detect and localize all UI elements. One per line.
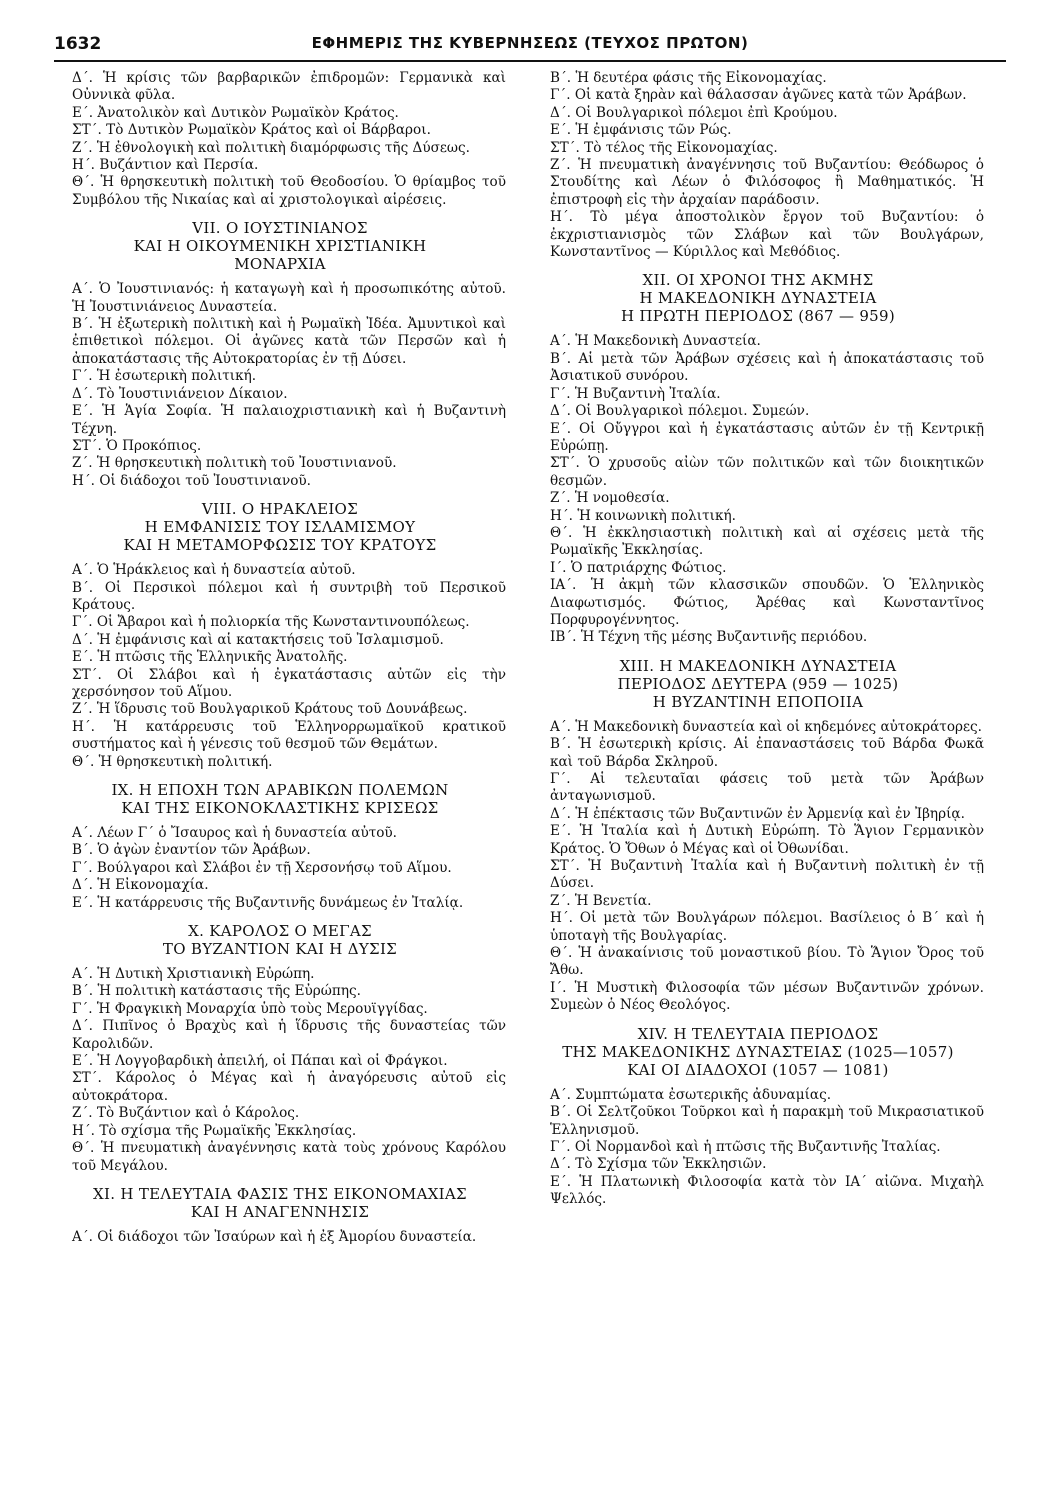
item-number: Δ΄. bbox=[72, 1018, 93, 1035]
item-number: Δ΄. bbox=[550, 805, 571, 822]
item-number: Η΄. bbox=[550, 209, 573, 226]
item-text: Οἱ Νορμανδοὶ καὶ ἡ πτῶσις τῆς Βυζαντινῆς Ἰταλίας. bbox=[574, 1138, 941, 1155]
item-number: Β΄. bbox=[550, 1104, 572, 1121]
section-12-item bbox=[532, 490, 984, 507]
item-text: Τὸ μέγα ἀποστολικὸν ἔργον τοῦ Βυζαντίου: ὁ ἐκχριστιανισμὸς τῶν Σλάβων καὶ τῶν Βουλγάρων, Κωνσταντῖνος — Κύριλλος καὶ Μεθόδιος. bbox=[550, 209, 985, 261]
section-13-heading bbox=[532, 657, 984, 711]
item-text: Ὁ Προκόπιος. bbox=[106, 437, 202, 454]
item-number: Ε΄. bbox=[72, 649, 94, 666]
section-9-item bbox=[54, 877, 506, 894]
item-number: Α΄. bbox=[72, 1228, 93, 1245]
item-text: Ἡ ἀκμὴ τῶν κλασσικῶν σπουδῶν. Ὁ Ἑλληνικὸς Διαφωτισμός. Φώτιος, Ἀρέθας καὶ Κωνσταντῖνος Πορφυρογέννητος. bbox=[550, 577, 985, 628]
item-number: Ζ΄. bbox=[72, 1105, 93, 1122]
item-number: ΙΑ΄. bbox=[550, 577, 577, 594]
item-text: Ἡ Φραγκικὴ Μοναρχία ὑπὸ τοὺς Μερουϊγγίδας. bbox=[96, 1000, 428, 1017]
item-text: Ἡ νομοθεσία. bbox=[574, 490, 670, 507]
item-text: Οἱ κατὰ ξηρὰν καὶ θάλασσαν ἀγῶνες κατὰ τῶν Ἀράβων. bbox=[574, 87, 967, 104]
section-9-item bbox=[54, 825, 506, 842]
item-number: ΣΤ΄. bbox=[72, 122, 102, 139]
item-number: Ε΄. bbox=[72, 894, 94, 911]
section-12-item bbox=[532, 577, 984, 629]
item-text: Τὸ τέλος τῆς Εἰκονομαχίας. bbox=[584, 139, 778, 156]
item-number: Η΄. bbox=[550, 910, 573, 927]
item-number: Γ΄. bbox=[550, 87, 571, 104]
section-13-item bbox=[532, 806, 984, 823]
section-11-item bbox=[532, 70, 984, 87]
intro-item bbox=[54, 157, 506, 174]
section-10-heading bbox=[54, 922, 506, 958]
item-number: Ε΄. bbox=[72, 403, 94, 420]
item-number: Α΄. bbox=[550, 333, 571, 350]
item-text: Ἡ Βενετία. bbox=[574, 892, 652, 909]
item-number: Ε΄. bbox=[550, 1173, 572, 1190]
item-number: ΣΤ΄. bbox=[550, 139, 580, 156]
section-13-item bbox=[532, 736, 984, 771]
item-number: Δ΄. bbox=[550, 1156, 571, 1173]
section-title-line: XIII. Η ΜΑΚΕΔΟΝΙΚΗ ΔΥΝΑΣΤΕΙΑ bbox=[619, 656, 897, 675]
item-text: Ὁ Ἰουστινιανός: ἡ καταγωγὴ καὶ ἡ προσωπικότης αὐτοῦ. Ἡ Ἰουστινιάνειος Δυναστεία. bbox=[72, 281, 506, 315]
item-number: Ζ΄. bbox=[550, 157, 571, 174]
item-number: Δ΄. bbox=[72, 877, 93, 894]
item-number: Γ΄. bbox=[550, 1138, 571, 1155]
item-text: Οἱ διάδοχοι τῶν Ἰσαύρων καὶ ἡ ἐξ Ἀμορίου δυναστεία. bbox=[97, 1228, 477, 1245]
section-13-item bbox=[532, 945, 984, 980]
item-number: ΣΤ΄. bbox=[72, 437, 102, 454]
item-text: Ἡ πνευματικὴ ἀναγέννησις τοῦ Βυζαντίου: Θεόδωρος ὁ Στουδίτης καὶ Λέων ὁ Φιλόσοφος ἢ Μαθηματικός. Ἡ ἐπιστροφὴ εἰς τὴν ἀρχαίαν παράδοσιν. bbox=[550, 157, 984, 208]
item-text: Λέων Γ΄ ὁ Ἴσαυρος καὶ ἡ δυναστεία αὐτοῦ. bbox=[97, 825, 398, 841]
item-text: Ἡ κρίσις τῶν βαρβαρικῶν ἐπιδρομῶν: Γερμανικὰ καὶ Οὐννικὰ φῦλα. bbox=[72, 70, 506, 104]
section-8-heading bbox=[54, 500, 506, 554]
item-text: Ἡ Λογγοβαρδικὴ ἀπειλή, οἱ Πάπαι καὶ οἱ Φράγκοι. bbox=[97, 1053, 448, 1070]
item-number: Α΄. bbox=[72, 825, 93, 841]
item-number: Θ΄. bbox=[550, 945, 573, 962]
item-text: Ἡ Εἰκονομαχία. bbox=[97, 877, 209, 894]
section-title-line: ΠΕΡΙΟΔΟΣ ΔΕΥΤΕΡΑ (959 — 1025) bbox=[617, 674, 899, 693]
section-13-item bbox=[532, 719, 984, 736]
item-number: Ζ΄. bbox=[550, 490, 571, 507]
gazette-page bbox=[54, 30, 1006, 1480]
section-7-item bbox=[54, 368, 506, 385]
item-text: Οἱ Ἄβαροι καὶ ἡ πολιορκία τῆς Κωνσταντινουπόλεως. bbox=[96, 614, 470, 631]
section-10-item bbox=[54, 1123, 506, 1140]
item-number: Δ΄. bbox=[72, 385, 93, 402]
item-text: Τὸ Βυζάντιον καὶ ὁ Κάρολος. bbox=[96, 1105, 300, 1122]
section-13-item bbox=[532, 823, 984, 858]
section-9-item bbox=[54, 895, 506, 912]
section-8-item bbox=[54, 719, 506, 754]
item-number: Θ΄. bbox=[72, 753, 95, 770]
item-number: Ε΄. bbox=[550, 823, 572, 840]
item-number: Ε΄. bbox=[550, 122, 572, 139]
intro-item bbox=[54, 140, 506, 157]
intro-item bbox=[54, 105, 506, 122]
gazette-title: ΕΦΗΜΕΡΙΣ ΤΗΣ ΚΥΒΕΡΝΗΣΕΩΣ (ΤΕΥΧΟΣ ΠΡΩΤΟΝ) bbox=[311, 34, 749, 52]
section-8-item bbox=[54, 632, 506, 649]
item-number: Γ΄. bbox=[550, 385, 571, 402]
section-title-line: ΤΟ ΒΥΖΑΝΤΙΟΝ ΚΑΙ Η ΔΥΣΙΣ bbox=[162, 940, 398, 959]
right-column bbox=[532, 70, 984, 1209]
section-10-item bbox=[54, 1001, 506, 1018]
item-number: Ζ΄. bbox=[72, 139, 93, 156]
item-text: Ἡ κατάρρευσις τοῦ Ἑλληνορρωμαϊκοῦ κρατικοῦ συστήματος καὶ ἡ γένεσις τοῦ θεσμοῦ τῶν Θεμάτων. bbox=[72, 718, 506, 753]
item-text: Οἱ Σελτζοῦκοι Τοῦρκοι καὶ ἡ παρακμὴ τοῦ Μικρασιατικοῦ Ἑλληνισμοῦ. bbox=[550, 1104, 985, 1138]
columns bbox=[54, 70, 1006, 1480]
item-number: Δ΄. bbox=[550, 104, 571, 121]
item-text: Ἡ Ἁγία Σοφία. Ἡ παλαιοχριστιανικὴ καὶ ἡ Βυζαντινὴ Τέχνη. bbox=[72, 403, 506, 437]
item-number: Β΄. bbox=[72, 579, 94, 596]
item-number: Η΄. bbox=[72, 472, 95, 489]
section-8-item bbox=[54, 701, 506, 718]
item-number: ΣΤ΄. bbox=[550, 858, 580, 875]
section-12-item bbox=[532, 403, 984, 420]
section-title-line: ΚΑΙ Η ΟΙΚΟΥΜΕΝΙΚΗ ΧΡΙΣΤΙΑΝΙΚΗ bbox=[133, 237, 427, 256]
section-11-item bbox=[54, 1229, 506, 1246]
item-text: Ἡ ἐμφάνισις τῶν Ρώς. bbox=[575, 122, 732, 139]
section-12-item bbox=[532, 386, 984, 403]
item-text: Ἡ Μακεδονικὴ δυναστεία καὶ οἱ κηδεμόνες αὐτοκράτορες. bbox=[575, 718, 982, 735]
item-number: Δ΄. bbox=[72, 70, 93, 86]
item-number: Α΄. bbox=[550, 718, 571, 735]
item-number: Γ΄. bbox=[72, 614, 93, 631]
item-text: Ἡ Μακεδονικὴ Δυναστεία. bbox=[575, 333, 761, 350]
item-number: Α΄. bbox=[72, 562, 93, 579]
section-12-item bbox=[532, 508, 984, 525]
section-11-item bbox=[532, 87, 984, 104]
section-7-item bbox=[54, 386, 506, 403]
item-number: Η΄. bbox=[72, 157, 95, 174]
section-title-line: Η ΠΡΩΤΗ ΠΕΡΙΟΔΟΣ (867 — 959) bbox=[620, 307, 896, 326]
section-12-item bbox=[532, 560, 984, 577]
item-text: Ἡ Βυζαντινὴ Ἰταλία. bbox=[574, 385, 721, 402]
item-number: Γ΄. bbox=[72, 859, 93, 876]
item-number: Θ΄. bbox=[72, 1140, 95, 1157]
item-text: Ἡ θρησκευτικὴ πολιτικὴ τοῦ Θεοδοσίου. Ὁ θρίαμβος τοῦ Συμβόλου τῆς Νικαίας καὶ αἱ χριστολογικαὶ αἱρέσεις. bbox=[72, 174, 506, 208]
section-7-item bbox=[54, 403, 506, 438]
item-number: Η΄. bbox=[72, 1122, 95, 1139]
item-text: Ἡ κοινωνικὴ πολιτική. bbox=[577, 507, 736, 524]
section-8-item bbox=[54, 614, 506, 631]
item-number: ΣΤ΄. bbox=[550, 455, 580, 472]
section-9-heading bbox=[54, 781, 506, 817]
section-7-item bbox=[54, 455, 506, 472]
section-title-line: ΚΑΙ Η ΜΕΤΑΜΟΡΦΩΣΙΣ ΤΟΥ ΚΡΑΤΟΥΣ bbox=[123, 536, 437, 555]
page-number: 1632 bbox=[54, 34, 102, 54]
section-7-item bbox=[54, 438, 506, 455]
item-text: Ἡ ἐπέκτασις τῶν Βυζαντινῶν ἐν Ἀρμενίᾳ καὶ ἐν Ἰβηρίᾳ. bbox=[575, 805, 965, 822]
intro-item bbox=[54, 70, 506, 105]
item-text: Βυζάντιον καὶ Περσία. bbox=[99, 157, 259, 174]
section-14-item bbox=[532, 1104, 984, 1139]
item-number: Ι΄. bbox=[550, 979, 567, 996]
item-number: Η΄. bbox=[550, 507, 573, 524]
item-text: Ἡ κατάρρευσις τῆς Βυζαντινῆς δυνάμεως ἐν Ἰταλίᾳ. bbox=[97, 894, 464, 911]
section-title-line: XI. Η ΤΕΛΕΥΤΑΙΑ ΦΑΣΙΣ ΤΗΣ ΕΙΚΟΝΟΜΑΧΙΑΣ bbox=[93, 1184, 467, 1203]
item-number: Γ΄. bbox=[550, 771, 571, 787]
section-title-line: ΚΑΙ Η ΑΝΑΓΕΝΝΗΣΙΣ bbox=[190, 1202, 370, 1221]
item-number: Θ΄. bbox=[72, 174, 95, 191]
section-12-heading bbox=[532, 271, 984, 325]
section-11-item bbox=[532, 209, 984, 261]
item-text: Ἡ δευτέρα φάσις τῆς Εἰκονομαχίας. bbox=[575, 70, 827, 86]
item-number: Β΄. bbox=[550, 350, 572, 367]
section-14-heading bbox=[532, 1025, 984, 1079]
item-number: ΣΤ΄. bbox=[72, 1070, 102, 1087]
item-text: Αἱ μετὰ τῶν Ἀράβων σχέσεις καὶ ἡ ἀποκατάστασις τοῦ Ἀσιατικοῦ συνόρου. bbox=[550, 350, 984, 385]
section-title-line: Η ΜΑΚΕΔΟΝΙΚΗ ΔΥΝΑΣΤΕΙΑ bbox=[639, 289, 877, 308]
section-7-heading bbox=[54, 219, 506, 273]
section-10-item bbox=[54, 1070, 506, 1105]
item-number: Β΄. bbox=[550, 70, 572, 86]
item-number: Ε΄. bbox=[72, 104, 94, 121]
section-14-item bbox=[532, 1139, 984, 1156]
section-10-item bbox=[54, 1140, 506, 1175]
section-12-item bbox=[532, 455, 984, 490]
item-text: Ὁ Ἡράκλειος καὶ ἡ δυναστεία αὐτοῦ. bbox=[97, 562, 356, 579]
item-text: Οἱ Βουλγαρικοὶ πόλεμοι. Συμεών. bbox=[575, 403, 810, 420]
section-12-item bbox=[532, 421, 984, 456]
item-number: Ζ΄. bbox=[550, 892, 571, 909]
item-number: Γ΄. bbox=[72, 1000, 93, 1017]
section-11-item bbox=[532, 105, 984, 122]
item-text: Ἡ θρησκευτικὴ πολιτική. bbox=[98, 753, 273, 770]
section-title-line: Η ΒΥΖΑΝΤΙΝΗ ΕΠΟΠΟΙΙΑ bbox=[652, 692, 864, 711]
section-10-item bbox=[54, 1053, 506, 1070]
item-number: Ζ΄. bbox=[72, 701, 93, 718]
section-7-item bbox=[54, 281, 506, 316]
item-text: Ἡ ἐθνολογικὴ καὶ πολιτικὴ διαμόρφωσις τῆς Δύσεως. bbox=[96, 139, 470, 156]
item-text: Ἡ πτῶσις τῆς Ἑλληνικῆς Ἀνατολῆς. bbox=[97, 649, 348, 666]
section-12-item bbox=[532, 333, 984, 350]
item-text: Οἱ Οὔγγροι καὶ ἡ ἐγκατάστασις αὐτῶν ἐν τῇ Κεντρικῇ Εὐρώπῃ. bbox=[550, 420, 984, 454]
item-text: Ἡ πνευματικὴ ἀναγέννησις κατὰ τοὺς χρόνους Καρόλου τοῦ Μεγάλου. bbox=[72, 1140, 506, 1174]
item-number: Ε΄. bbox=[72, 1053, 94, 1070]
section-13-item bbox=[532, 980, 984, 1015]
left-column bbox=[54, 70, 506, 1246]
section-title-line: ΤΗΣ ΜΑΚΕΔΟΝΙΚΗΣ ΔΥΝΑΣΤΕΙΑΣ (1025—1057) bbox=[562, 1042, 954, 1061]
section-10-item bbox=[54, 1018, 506, 1053]
item-text: Ἡ Τέχνη τῆς μέσης Βυζαντινῆς περιόδου. bbox=[580, 629, 868, 646]
item-text: Ἡ πολιτικὴ κατάστασις τῆς Εὐρώπης. bbox=[97, 983, 361, 1000]
item-number: ΙΒ΄. bbox=[550, 629, 577, 646]
item-number: Ζ΄. bbox=[72, 455, 93, 472]
item-text: Συμπτώματα ἐσωτερικῆς ἀδυναμίας. bbox=[575, 1086, 832, 1103]
section-9-item bbox=[54, 860, 506, 877]
item-text: Ἡ θρησκευτικὴ πολιτικὴ τοῦ Ἰουστινιανοῦ. bbox=[96, 455, 397, 472]
section-title-line: ΚΑΙ ΟΙ ΔΙΑΔΟΧΟΙ (1057 — 1081) bbox=[627, 1060, 889, 1079]
item-number: Α΄. bbox=[550, 1086, 571, 1103]
page-header bbox=[54, 30, 1006, 62]
item-number: Α΄. bbox=[72, 281, 93, 298]
section-title-line: VIII. Ο ΗΡΑΚΛΕΙΟΣ bbox=[201, 500, 359, 519]
item-text: Ἀνατολικὸν καὶ Δυτικὸν Ρωμαϊκὸν Κράτος. bbox=[97, 104, 399, 121]
section-14-item bbox=[532, 1087, 984, 1104]
item-text: Ὁ ἀγὼν ἐναντίον τῶν Ἀράβων. bbox=[97, 842, 311, 859]
item-text: Οἱ Περσικοὶ πόλεμοι καὶ ἡ συντριβὴ τοῦ Περσικοῦ Κράτους. bbox=[72, 579, 506, 613]
item-number: Ε΄. bbox=[550, 420, 572, 437]
section-10-item bbox=[54, 983, 506, 1000]
item-text: Τὸ Δυτικὸν Ρωμαϊκὸν Κράτος καὶ οἱ Βάρβαροι. bbox=[106, 122, 431, 139]
section-10-item bbox=[54, 966, 506, 983]
section-11-heading bbox=[54, 1185, 506, 1221]
section-8-item bbox=[54, 580, 506, 615]
section-title-line: Η ΕΜΦΑΝΙΣΙΣ ΤΟΥ ΙΣΛΑΜΙΣΜΟΥ bbox=[144, 518, 416, 537]
item-text: Ὁ πατριάρχης Φώτιος. bbox=[570, 559, 727, 576]
item-number: Β΄. bbox=[72, 983, 94, 1000]
item-number: Β΄. bbox=[72, 842, 94, 859]
section-title-line: IX. Η ΕΠΟΧΗ ΤΩΝ ΑΡΑΒΙΚΩΝ ΠΟΛΕΜΩΝ bbox=[111, 781, 449, 799]
section-13-item bbox=[532, 858, 984, 893]
section-11-item bbox=[532, 140, 984, 157]
intro-item bbox=[54, 174, 506, 209]
section-7-item bbox=[54, 316, 506, 368]
item-text: Ἡ ἐμφάνισις καὶ αἱ κατακτήσεις τοῦ Ἰσλαμισμοῦ. bbox=[97, 631, 444, 648]
section-12-item bbox=[532, 351, 984, 386]
item-text: Ἡ ἵδρυσις τοῦ Βουλγαρικοῦ Κράτους τοῦ Δουνάβεως. bbox=[96, 701, 468, 718]
item-text: Ἡ Δυτικὴ Χριστιανικὴ Εὐρώπη. bbox=[97, 966, 315, 983]
section-title-line: ΚΑΙ ΤΗΣ ΕΙΚΟΝΟΚΛΑΣΤΙΚΗΣ ΚΡΙΣΕΩΣ bbox=[121, 799, 439, 817]
item-number: Δ΄. bbox=[550, 403, 571, 420]
section-title-line: ΜΟΝΑΡΧΙΑ bbox=[234, 255, 326, 274]
section-13-item bbox=[532, 771, 984, 806]
section-title-line: X. ΚΑΡΟΛΟΣ Ο ΜΕΓΑΣ bbox=[188, 922, 372, 941]
section-10-item bbox=[54, 1105, 506, 1122]
item-number: Γ΄. bbox=[72, 368, 93, 385]
section-13-item bbox=[532, 910, 984, 945]
item-text: Ὁ χρυσοῦς αἰὼν τῶν πολιτικῶν καὶ τῶν διοικητικῶν θεσμῶν. bbox=[550, 455, 984, 489]
item-text: Ἡ ἐσωτερικὴ κρίσις. Αἱ ἐπαναστάσεις τοῦ Βάρδα Φωκᾶ καὶ τοῦ Βάρδα Σκληροῦ. bbox=[550, 736, 984, 770]
item-text: Οἱ Βουλγαρικοὶ πόλεμοι ἐπὶ Κρούμου. bbox=[575, 104, 838, 121]
item-text: Ἡ ἐσωτερικὴ πολιτική. bbox=[96, 368, 257, 385]
section-7-item bbox=[54, 473, 506, 490]
section-title-line: VII. Ο ΙΟΥΣΤΙΝΙΑΝΟΣ bbox=[192, 219, 368, 238]
section-8-item bbox=[54, 754, 506, 771]
item-text: Οἱ Σλάβοι καὶ ἡ ἐγκατάστασις αὐτῶν εἰς τὴν χερσόνησον τοῦ Αἵμου. bbox=[72, 666, 506, 700]
item-text: Ἡ Πλατωνικὴ Φιλοσοφία κατὰ τὸν ΙΑ΄ αἰῶνα. Μιχαὴλ Ψελλός. bbox=[550, 1173, 984, 1208]
section-8-item bbox=[54, 649, 506, 666]
item-text: Πιπῖνος ὁ Βραχὺς καὶ ἡ ἵδρυσις τῆς δυναστείας τῶν Καρολιδῶν. bbox=[72, 1018, 506, 1052]
item-text: Τὸ σχίσμα τῆς Ρωμαϊκῆς Ἐκκλησίας. bbox=[99, 1122, 357, 1139]
item-text: Τὸ Σχίσμα τῶν Ἐκκλησιῶν. bbox=[575, 1156, 767, 1173]
item-text: Αἱ τελευταῖαι φάσεις τοῦ μετὰ τῶν Ἀράβων ἀνταγωνισμοῦ. bbox=[550, 771, 984, 805]
item-number: ΣΤ΄. bbox=[72, 666, 102, 683]
item-text: Βούλγαροι καὶ Σλάβοι ἐν τῇ Χερσονήσῳ τοῦ Αἵμου. bbox=[96, 859, 452, 876]
item-text: Οἱ διάδοχοι τοῦ Ἰουστινιανοῦ. bbox=[99, 472, 311, 489]
section-14-item bbox=[532, 1174, 984, 1209]
item-number: Β΄. bbox=[550, 736, 572, 753]
item-text: Κάρολος ὁ Μέγας καὶ ἡ ἀναγόρευσις αὐτοῦ εἰς αὐτοκράτορα. bbox=[72, 1070, 506, 1104]
item-number: Η΄. bbox=[72, 718, 95, 735]
section-12-item bbox=[532, 525, 984, 560]
item-text: Οἱ μετὰ τῶν Βουλγάρων πόλεμοι. Βασίλειος ὁ Β΄ καὶ ἡ ὑποταγὴ τῆς Βουλγαρίας. bbox=[550, 910, 985, 944]
item-number: Β΄. bbox=[72, 316, 94, 333]
section-13-item bbox=[532, 893, 984, 910]
section-11-item bbox=[532, 122, 984, 139]
section-11-item bbox=[532, 157, 984, 209]
section-title-line: XIV. Η ΤΕΛΕΥΤΑΙΑ ΠΕΡΙΟΔΟΣ bbox=[637, 1024, 879, 1043]
item-text: Ἡ Μυστικὴ Φιλοσοφία τῶν μέσων Βυζαντινῶν χρόνων. Συμεὼν ὁ Νέος Θεολόγος. bbox=[550, 979, 984, 1014]
section-12-item bbox=[532, 629, 984, 646]
item-text: Ἡ Βυζαντινὴ Ἰταλία καὶ ἡ Βυζαντινὴ πολιτικὴ ἐν τῇ Δύσει. bbox=[550, 858, 984, 892]
item-number: Δ΄. bbox=[72, 631, 93, 648]
item-number: Θ΄. bbox=[550, 524, 573, 541]
section-title-line: XII. ΟΙ ΧΡΟΝΟΙ ΤΗΣ ΑΚΜΗΣ bbox=[642, 271, 874, 290]
item-text: Ἡ ἐξωτερικὴ πολιτικὴ καὶ ἡ Ρωμαϊκὴ Ἰδέα. Ἀμυντικοὶ καὶ ἐπιθετικοὶ πόλεμοι. Οἱ ἀγῶνες κατὰ τῶν Περσῶν καὶ ἡ ἀποκατάστασις τῆς Αὐτοκρατορίας ἐν τῇ Δύσει. bbox=[72, 316, 506, 367]
item-number: Ι΄. bbox=[550, 559, 567, 576]
item-text: Τὸ Ἰουστινιάνειον Δίκαιον. bbox=[97, 385, 288, 402]
intro-item bbox=[54, 122, 506, 139]
item-text: Ἡ Ἰταλία καὶ ἡ Δυτικὴ Εὐρώπη. Τὸ Ἅγιον Γερμανικὸν Κράτος. Ὁ Ὄθων ὁ Μέγας καὶ οἱ Ὀθωνίδαι. bbox=[550, 823, 984, 857]
item-number: Α΄. bbox=[72, 966, 93, 983]
item-text: Ἡ ἐκκλησιαστικὴ πολιτικὴ καὶ αἱ σχέσεις μετὰ τῆς Ρωμαϊκῆς Ἐκκλησίας. bbox=[550, 524, 985, 559]
section-9-item bbox=[54, 842, 506, 859]
section-8-item bbox=[54, 562, 506, 579]
section-14-item bbox=[532, 1156, 984, 1173]
section-8-item bbox=[54, 667, 506, 702]
item-text: Ἡ ἀνακαίνισις τοῦ μοναστικοῦ βίου. Τὸ Ἅγιον Ὄρος τοῦ Ἄθω. bbox=[550, 945, 984, 979]
